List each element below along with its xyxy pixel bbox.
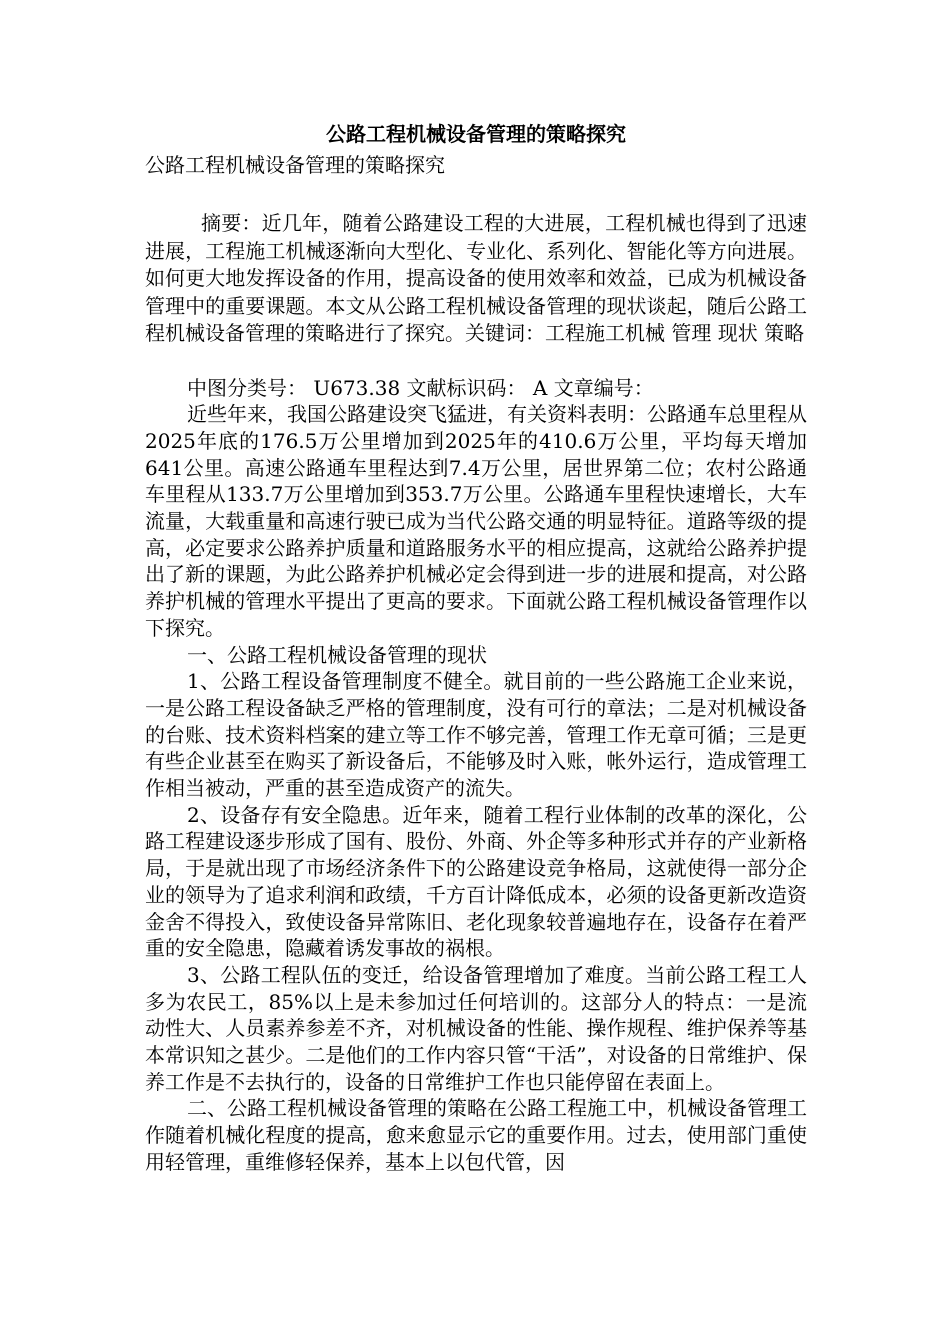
body-paragraph: 3、公路工程队伍的变迁，给设备管理增加了难度。当前公路工程工人多为农民工，85%以上是未参加过任何培训的。这部分人的特点：一是流动性大、人员素养参差不齐，对机械设备的性能、操作规程、维护保养等基本常识知之甚少。二是他们的工作内容只管“干活”，对设备的日常维护、保养工作是不去执行的，设备的日常维护工作也只能停留在表面上。 [145, 962, 807, 1094]
document-title: 公路工程机械设备管理的策略探究 [326, 122, 626, 146]
body-paragraph: 二、公路工程机械设备管理的策略在公路工程施工中，机械设备管理工作随着机械化程度的提高，愈来愈显示它的重要作用。过去，使用部门重使用轻管理，重维修轻保养，基本上以包代管，因 [145, 1096, 807, 1174]
classification-line: 中图分类号： U673.38 文献标识码： A 文章编号： [187, 375, 654, 400]
body-paragraph: 近些年来，我国公路建设突飞猛进，有关资料表明：公路通车总里程从2025年底的176.5万公里增加到2025年的410.6万公里，平均每天增加641公里。高速公路通车里程达到7.4万公里，居世界第二位；农村公路通车里程从133.7万公里增加到353.7万公里。公路通车里程快速增长，大车流量，大载重量和高速行驶已成为当代公路交通的明显特征。道路等级的提高，必定要求公路养护质量和道路服务水平的相应提高，这就给公路养护提出了新的课题，为此公路养护机械必定会得到进一步的进展和提高，对公路养护机械的管理水平提出了更高的要求。下面就公路工程机械设备管理作以下探究。 [145, 402, 807, 640]
document-page [145, 118, 807, 1176]
body-paragraph: 1、公路工程设备管理制度不健全。就目前的一些公路施工企业来说，一是公路工程设备缺乏严格的管理制度，没有可行的章法；二是对机械设备的台账、技术资料档案的建立等工作不够完善，管理工作无章可循；三是更有些企业甚至在购买了新设备后，不能够及时入账，帐外运行，造成管理工作相当被动，严重的甚至造成资产的流失。 [145, 669, 807, 801]
spacer [145, 180, 807, 210]
document-subtitle: 公路工程机械设备管理的策略探究 [145, 153, 445, 177]
body-paragraph: 2、设备存有安全隐患。近年来，随着工程行业体制的改革的深化，公路工程建设逐步形成了国有、股份、外商、外企等多种形式并存的产业新格局，于是就出现了市场经济条件下的公路建设竞争格局，这就使得一部分企业的领导为了追求利润和政绩，千方百计降低成本，必须的设备更新改造资金舍不得投入，致使设备异常陈旧、老化现象较普遍地存在，设备存在着严重的安全隐患，隐藏着诱发事故的祸根。 [145, 802, 807, 961]
spacer [145, 348, 807, 375]
section-heading: 一、公路工程机械设备管理的现状 [187, 642, 487, 667]
abstract-paragraph: 摘要：近几年，随着公路建设工程的大进展，工程机械也得到了迅速进展，工程施工机械逐渐向大型化、专业化、系列化、智能化等方向进展。如何更大地发挥设备的作用，提高设备的使用效率和效益，已成为机械设备管理中的重要课题。本文从公路工程机械设备管理的现状谈起，随后公路工程机械设备管理的策略进行了探究。关键词：工程施工机械 管理 现状 策略 [145, 211, 807, 345]
body-text [145, 375, 807, 1176]
